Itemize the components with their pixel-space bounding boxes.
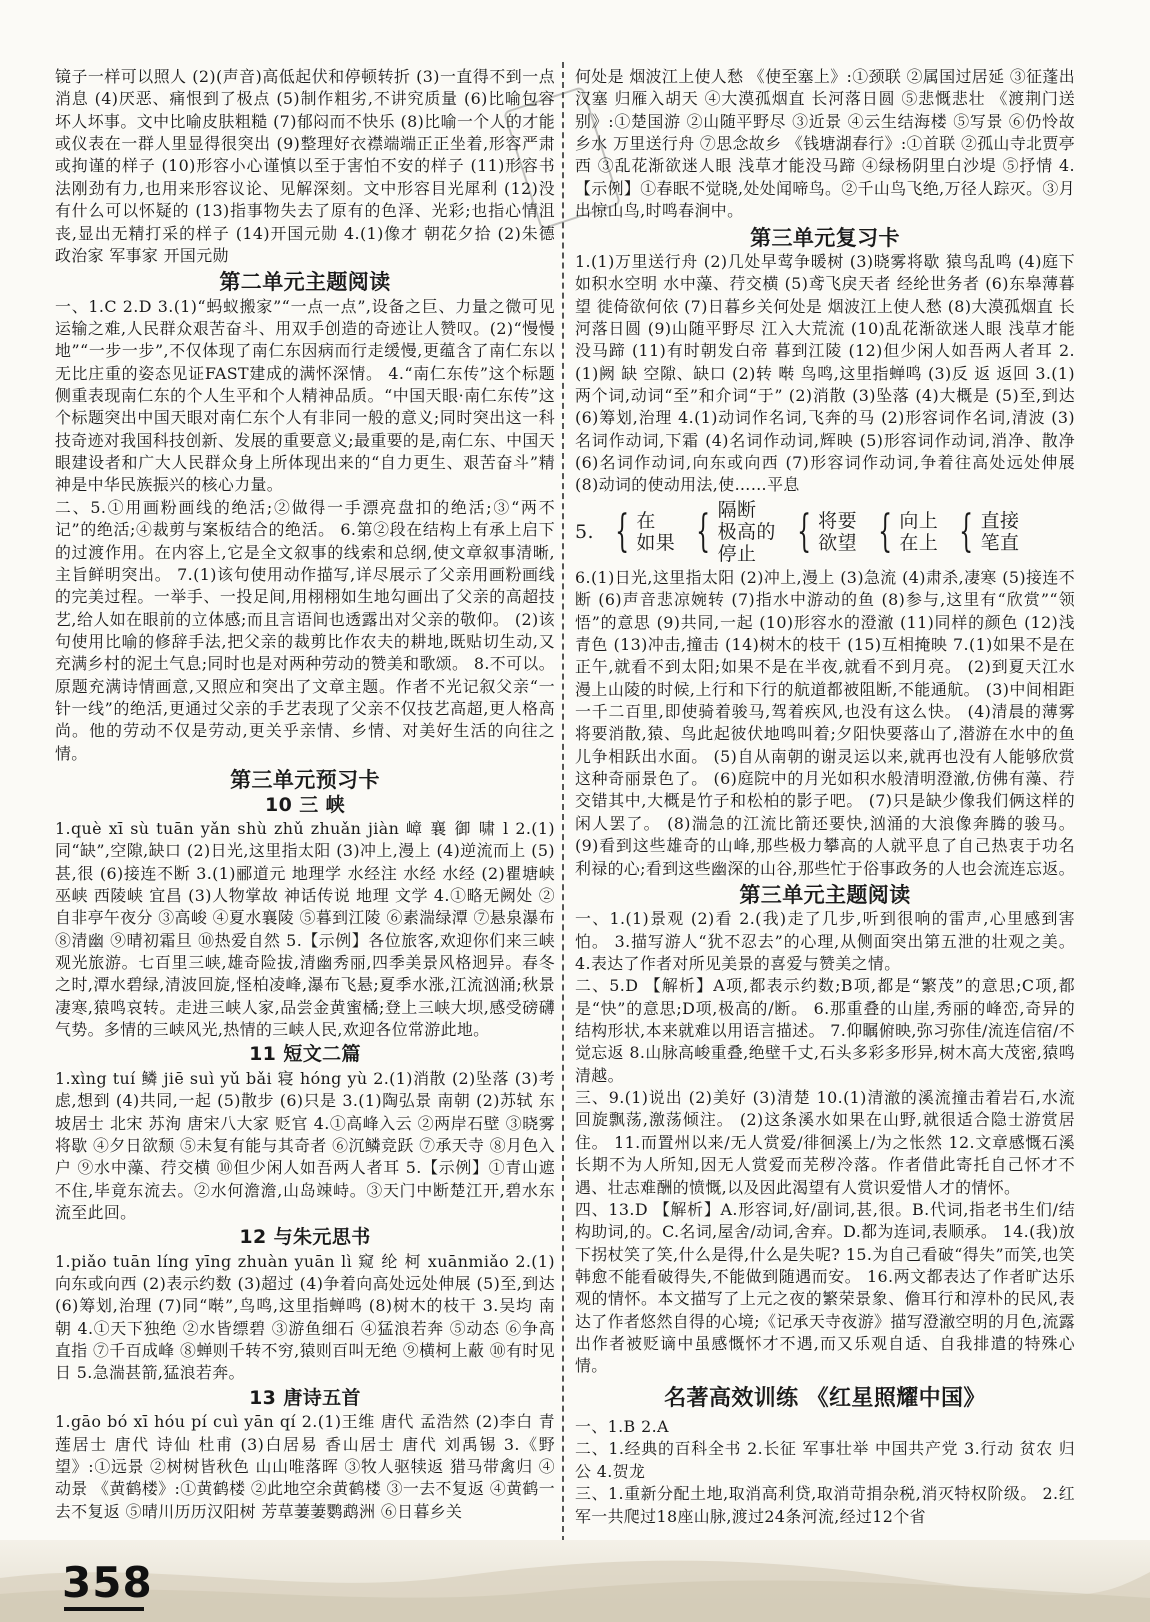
brace-glyph: { xyxy=(796,505,812,557)
brace-glyph: { xyxy=(696,505,711,557)
section-heading: 名著高效训练 《红星照耀中国》 xyxy=(664,1385,986,1411)
section-heading: 11 短文二篇 xyxy=(249,1043,361,1066)
section-heading: 第三单元预习卡 xyxy=(230,768,380,793)
answer-paragraph: 一、1.C 2.D 3.(1)“蚂蚁搬家”“一点一点”,设备之巨、力量之微可见运输之难,人民群众艰苦奋斗、用双手创造的奇迹让人赞叹。(2)“慢慢地”“一步一步”,不仅体现了南仁东因病而行走缓慢,更蕴含了南仁东以无比庄重的姿态见证FAST建成的满怀深情。 4.“南仁东传”这个标题侧重表现南仁东的个人生平和个人精神品质。“中国天眼·南仁东传”这个标题突出中国天眼对南仁东个人有非同一般的意义;同时突出这一科技奇迹对我国科技创新、发展的重要意义;最重要的是,南仁东、中国天眼建设者和广大人民群众身上所体现出来的“自力更生、艰苦奋斗”精神是中华民族振兴的核心力量。 xyxy=(55,296,555,495)
section-heading: 第三单元复习卡 xyxy=(750,225,900,250)
answer-paragraph: 一、1.B 2.A xyxy=(575,1417,669,1437)
brace-item: 隔断 xyxy=(717,498,757,521)
answer-paragraph: 四、13.D 【解析】A.形容词,好/副词,甚,很。B.代词,指老书生们/结构助词,的。C.名词,屋舍/动词,舍弃。D.都为连词,表顺承。 14.(我)放下拐杖笑了笑,什么是得,什么是失呢? 15.为自己看破“得失”而笑,也笑韩愈不能看破得失,不能做到随遇而安。 16.两文都表达了作者旷达乐观的情怀。本文描写了上元之夜的繁荣景象、儋耳行和淳朴的民风,表达了作者悠然自得的心境;《记承天寺夜游》描写澄澈空明的月色,流露出作者被贬谪中虽感慨怀才不遇,而又乐观自适、自我排遣的特殊心情。 xyxy=(575,1199,1075,1376)
section-heading: 10 三 峡 xyxy=(264,793,346,816)
answer-paragraph: 三、1.重新分配土地,取消高利贷,取消苛捐杂税,消灭特权阶级。 2.红军一共爬过18座山脉,渡过24条河流,经过12个省 xyxy=(575,1484,1075,1526)
answer-paragraph: 1.(1)万里送行舟 (2)几处早莺争暖树 (3)晓雾将歇 猿鸟乱鸣 (4)庭下如积水空明 水中藻、荇交横 (5)鸢飞戾天者 经纶世务者 (6)东皋薄暮望 徙倚欲何依 (7)日暮乡关何处是 烟波江上使人愁 (8)大漠孤烟直 长河落日圆 (9)山随平野尽 江入大荒流 (10)乱花渐欲迷人眼 浅草才能没马蹄 (11)有时朝发白帝 暮到江陵 (12)但少闲人如吾两人者耳 2.(1)阙 缺 空隙、缺口 (2)转 啭 鸟鸣,这里指蝉鸣 (3)反 返 返回 3.(1)两个词,动词“至”和介词“于” (2)消散 (3)坠落 (4)大概是 (5)至,到达 (6)筹划,治理 4.(1)动词作名词,飞奔的马 (2)形容词作名词,清波 (3)名词作动词,下霜 (4)名词作动词,辉映 (5)形容词作动词,消净、散净 (6)名词作动词,向东或向西 (7)形容词作动词,争着往高处远处伸展 (8)动词的使动用法,使……平息 xyxy=(575,251,1075,495)
answer-paragraph: 何处是 烟波江上使人愁 《使至塞上》:①颈联 ②属国过居延 ③征蓬出汉塞 归雁入胡天 ④大漠孤烟直 长河落日圆 ⑤悲慨悲壮 《渡荆门送别》:①楚国游 ②山随平野尽 ③近景 ④云生结海楼 ⑤写景 ⑥仍怜故乡水 万里送行舟 ⑦思念故乡 《钱塘湖春行》:①首联 ②孤山寺北贾亭西 ③乱花渐欲迷人眼 浅草才能没马蹄 ④绿杨阴里白沙堤 ⑤抒情 4.【示例】①春眠不觉晓,处处闻啼鸟。②千山鸟飞绝,万径人踪灭。③月出惊山鸟,时鸣春涧中。 xyxy=(575,67,1075,221)
brace-item: 直接 xyxy=(980,509,1020,532)
brace-item: 在上 xyxy=(899,531,939,554)
answer-paragraph: 二、1.经典的百科全书 2.长征 军事壮举 中国共产党 3.行动 贫农 归公 4.贺龙 xyxy=(575,1439,1075,1481)
brace-answer-row xyxy=(575,499,1075,565)
column-divider xyxy=(562,62,564,1542)
answer-paragraph: 镜子一样可以照人 (2)(声音)高低起伏和停顿转折 (3)一直得不到一点消息 (4)厌恶、痛恨到了极点 (5)制作粗劣,不讲究质量 (6)比喻包容坏人坏事。文中比喻皮肤粗糙 (7)郁闷而不快乐 (8)比喻一个人的才能或仪表在一群人里显得很突出 (9)整理好衣襟端端正正坐着,形容严肃或拘谨的样子 (10)形容小心谨慎以至于害怕不安的样子 (11)形容书法刚劲有力,也用来形容议论、见解深刻。文中形容目光犀利 (12)没有什么可以怀疑的 (13)指事物失去了原有的色泽、光彩;也指心情沮丧,显出无精打采的样子 (14)开国元勋 4.(1)像才 朝花夕拾 (2)朱德 政治家 军事家 开国元勋 xyxy=(55,67,555,265)
brace-item: 在 xyxy=(636,509,656,532)
brace-item: 笔直 xyxy=(980,531,1020,554)
answer-paragraph: 1.xìng tuí 鳞 jiē suì yǔ bǎi 寝 hóng yù 2.(1)消散 (2)坠落 (3)考虑,想到 (4)共同,一起 (5)散步 (6)只是 3.(1)陶弘景 南朝 (2)苏轼 东坡居士 北宋 苏洵 唐宋八大家 贬官 4.①高峰入云 ②两岸石壁 ③晓雾将歇 ④夕日欲颓 ⑤未复有能与其奇者 ⑥沉鳞竞跃 ⑦承天寺 ⑧月色入户 ⑨水中藻、荇交横 ⑩但少闲人如吾两人者耳 5.【示例】①青山遮不住,毕竟东流去。②水何澹澹,山岛竦峙。③天门中断楚江开,碧水东流至此回。 xyxy=(55,1068,555,1222)
answer-paragraph: 二、5.D 【解析】A项,都表示约数;B项,都是“繁茂”的意思;C项,都是“快”的意思;D项,极高的/断。 6.那重叠的山崖,秀丽的峰峦,奇异的结构形状,本来就难以用语言描述。 7.仰瞩俯映,弥习弥佳/流连信宿/不觉忘返 8.山脉高峻重叠,绝壁千丈,石头多彩多形异,树木高大茂密,猿鸣清越。 xyxy=(575,976,1075,1085)
brace-glyph: { xyxy=(615,505,630,557)
brace-group xyxy=(871,505,939,557)
footer-wave-decoration xyxy=(0,1548,1150,1622)
brace-group xyxy=(608,505,676,557)
brace-item: 极高的 xyxy=(717,520,776,543)
brace-group xyxy=(689,499,776,565)
page-number: 358 xyxy=(62,1558,153,1607)
answer-paragraph: 1.piǎo tuān líng yīng zhuàn yuān lì 窥 纶 柯 xuānmiǎo 2.(1)向东或向西 (2)表示约数 (3)超过 (4)争着向高处远处伸展 (5)至,到达 (6)筹划,治理 (7)同“啭”,鸟鸣,这里指蝉鸣 (8)树木的枝干 3.吴均 南朝 4.①天下独绝 ②水皆缥碧 ③游鱼细石 ④猛浪若奔 ⑤动态 ⑥争高直指 ⑦千百成峰 ⑧蝉则千转不穷,猿则百叫无绝 ⑨横柯上蔽 ⑩有时见日 5.急湍甚箭,猛浪若奔。 xyxy=(55,1251,555,1383)
brace-group xyxy=(952,505,1020,557)
answer-paragraph: 6.(1)日光,这里指太阳 (2)冲上,漫上 (3)急流 (4)肃杀,凄寒 (5)接连不断 (6)声音悲凉婉转 (7)指水中游动的鱼 (8)参与,这里有“欣赏”“领悟”的意思 (9)共同,一起 (10)形容水的澄澈 (11)同样的颜色 (12)浅青色 (13)冲击,撞击 (14)树木的枝干 (15)互相掩映 7.(1)如果不是在正午,就看不到太阳;如果不是在半夜,就看不到月亮。 (2)到夏天江水漫上山陵的时候,上行和下行的航道都被阻断,不能通航。 (3)中间相距一千二百里,即使骑着骏马,驾着疾风,也没有这么快。 (4)清晨的薄雾将要消散,猿、鸟此起彼伏地鸣叫着;夕阳快要落山了,潜游在水中的鱼儿争相跃出水面。 (5)自从南朝的谢灵运以来,就再也没有人能够欣赏这种奇丽景色了。 (6)庭院中的月光如积水般清明澄澈,仿佛有藻、荇交错其中,大概是竹子和松柏的影子吧。 (7)只是缺少像我们俩这样的闲人罢了。 (8)湍急的江流比箭还要快,汹涌的大浪像奔腾的骏马。 (9)看到这些雄奇的山峰,那些极力攀高的人就平息了自己热衷于功名利禄的心;看到这些幽深的山谷,那些忙于俗事政务的人也会流连忘返。 xyxy=(575,567,1075,878)
brace-item: 停止 xyxy=(717,542,757,565)
brace-glyph: { xyxy=(959,505,974,557)
brace-item: 向上 xyxy=(899,509,939,532)
left-column xyxy=(55,66,555,1523)
answer-paragraph: 三、9.(1)说出 (2)美好 (3)清楚 10.(1)清澈的溪流撞击着岩石,水流回旋飘荡,激荡倾注。 (2)这条溪水如果在山野,就很适合隐士游赏居住。 11.而置州以来/无人赏爱/徘徊溪上/为之怅然 12.文章感慨石溪长期不为人所知,因无人赏爱而芜秽冷落。作者借此寄托自己怀才不遇、壮志难酬的愤慨,以及因此渴望有人赏识爱惜人才的情怀。 xyxy=(575,1088,1075,1197)
section-heading: 第三单元主题阅读 xyxy=(739,882,911,907)
section-heading: 第二单元主题阅读 xyxy=(219,270,391,295)
section-heading: 13 唐诗五首 xyxy=(249,1386,361,1409)
brace-item: 欲望 xyxy=(818,531,857,554)
answer-paragraph: 二、5.①用画粉画线的绝活;②做得一手漂亮盘扣的绝活;③“两不记”的绝活;④裁剪与案板结合的绝活。 6.第②段在结构上有承上启下的过渡作用。在内容上,它是全文叙事的线索和总纲,使文章叙事清晰,主旨鲜明突出。 7.(1)该句使用动作描写,详尽展示了父亲用画粉画线的完美过程。一举手、一投足间,用栩栩如生地勾画出了父亲的高超技艺,给人如在眼前的立体感;而且言语间也透露出对父亲的敬仰。 (2)该句使用比喻的修辞手法,把父亲的裁剪比作农夫的耕地,既贴切生动,又充满乡村的泥土气息;同时也是对两种劳动的赞美和歌颂。 8.不可以。原题充满诗情画意,又照应和突出了文章主题。作者不光记叙父亲“一针一线”的绝活,更通过父亲的手艺表现了父亲不仅技艺高超,更人格高尚。他的劳动不仅是劳动,更关乎亲情、乡情、对美好生活的向往之情。 xyxy=(55,497,555,763)
right-column xyxy=(575,66,1075,1528)
answer-paragraph: 1.gāo bó xī hóu pí cuì yān qí 2.(1)王维 唐代 孟浩然 (2)李白 青莲居士 唐代 诗仙 杜甫 (3)白居易 香山居士 唐代 刘禹锡 3.《野望》:①远景 ②树树皆秋色 山山唯落晖 ③牧人驱犊返 猎马带禽归 ④动景 《黄鹤楼》:①黄鹤楼 ②此地空余黄鹤楼 ③一去不复返 ④黄鹤一去不复返 ⑤晴川历历汉阳树 芳草萋萋鹦鹉洲 ⑥日暮乡关 xyxy=(55,1412,555,1521)
answer-paragraph: 一、1.(1)景观 (2)看 2.(我)走了几步,听到很响的雷声,心里感到害怕。 3.描写游人“犹不忍去”的心理,从侧面突出第五泄的壮观之美。 4.表达了作者对所见美景的喜爱与赞美之情。 xyxy=(575,909,1075,973)
section-heading: 12 与朱元思书 xyxy=(239,1226,371,1249)
brace-item: 如果 xyxy=(636,531,676,554)
answer-paragraph: 1.què xī sù tuān yǎn shù zhǔ zhuǎn jiàn 嶂 襄 御 啸 l 2.(1)同“缺”,空隙,缺口 (2)日光,这里指太阳 (3)冲上,漫上 (4)逆流而上 (5)甚,很 (6)接连不断 3.(1)郦道元 地理学 水经注 水经 水经 (2)瞿塘峡 巫峡 西陵峡 宜昌 (3)人物掌故 神话传说 地理 文学 4.①略无阙处 ②自非亭午夜分 ③高峻 ④夏水襄陵 ⑤暮到江陵 ⑥素湍绿潭 ⑦悬泉瀑布 ⑧清幽 ⑨晴初霜旦 ⑩热爱自然 5.【示例】各位旅客,欢迎你们来三峡观光旅游。七百里三峡,雄奇险拔,清幽秀丽,四季美景风格迥异。春冬之时,潭水碧绿,清波回旋,怪柏凌峰,瀑布飞悬;夏季水涨,江流汹涌;秋景凄寒,猿鸣哀转。走进三峡人家,品尝金黄蜜橘;登上三峡大坝,感受磅礴气势。多情的三峡风光,热情的三峡人民,欢迎各位常游此地。 xyxy=(55,818,555,1040)
brace-row-label: 5. xyxy=(575,520,594,543)
brace-glyph: { xyxy=(878,505,893,557)
brace-group xyxy=(790,505,857,557)
brace-item: 将要 xyxy=(818,509,857,532)
